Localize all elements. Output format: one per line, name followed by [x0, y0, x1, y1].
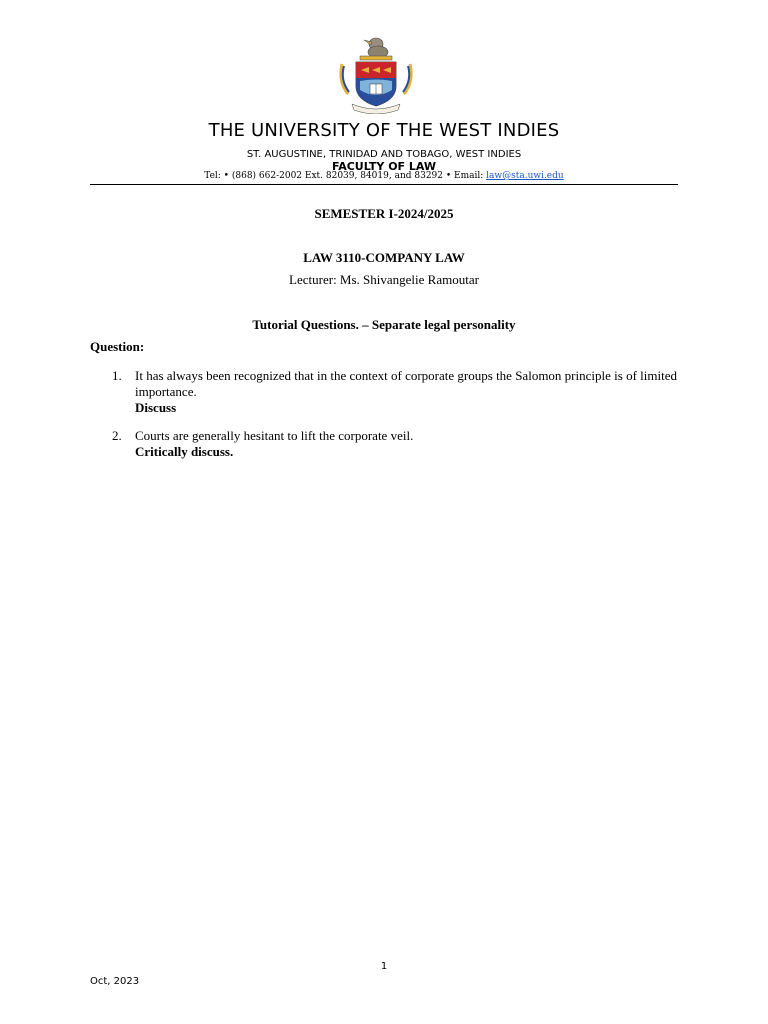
question-instruction: Discuss — [135, 400, 177, 415]
semester-heading: SEMESTER I-2024/2025 — [314, 206, 454, 221]
question-text: It has always been recognized that in the context of corporate groups the Salomon principle is of limited importance. — [135, 368, 677, 399]
page-number: 1 — [380, 961, 388, 972]
course-title: LAW 3110-COMPANY LAW — [303, 250, 465, 265]
tutorial-title: Tutorial Questions. – Separate legal personality — [252, 317, 516, 332]
question-text: Courts are generally hesitant to lift the corporate veil. — [135, 428, 414, 443]
university-crest-icon — [334, 34, 418, 114]
question-body — [135, 428, 677, 460]
question-heading: Question: — [90, 339, 145, 354]
question-number: 1. — [112, 368, 122, 383]
footer-date: Oct, 2023 — [90, 976, 140, 987]
lecturer-name: Lecturer: Ms. Shivangelie Ramoutar — [289, 272, 479, 287]
header-divider — [90, 184, 678, 185]
contact-line — [0, 171, 768, 181]
campus-address: ST. AUGUSTINE, TRINIDAD AND TOBAGO, WEST INDIES — [246, 149, 522, 160]
university-name: THE UNIVERSITY OF THE WEST INDIES — [208, 120, 560, 141]
question-instruction: Critically discuss. — [135, 444, 234, 459]
contact-details: Tel: • (868) 662-2002 Ext. 82039, 84019, and 83292 • Email: — [204, 171, 487, 181]
question-body — [135, 368, 677, 416]
email-link[interactable]: law@sta.uwi.edu — [486, 171, 564, 181]
faculty-name: FACULTY OF LAW — [331, 160, 437, 173]
question-number: 2. — [112, 428, 122, 443]
